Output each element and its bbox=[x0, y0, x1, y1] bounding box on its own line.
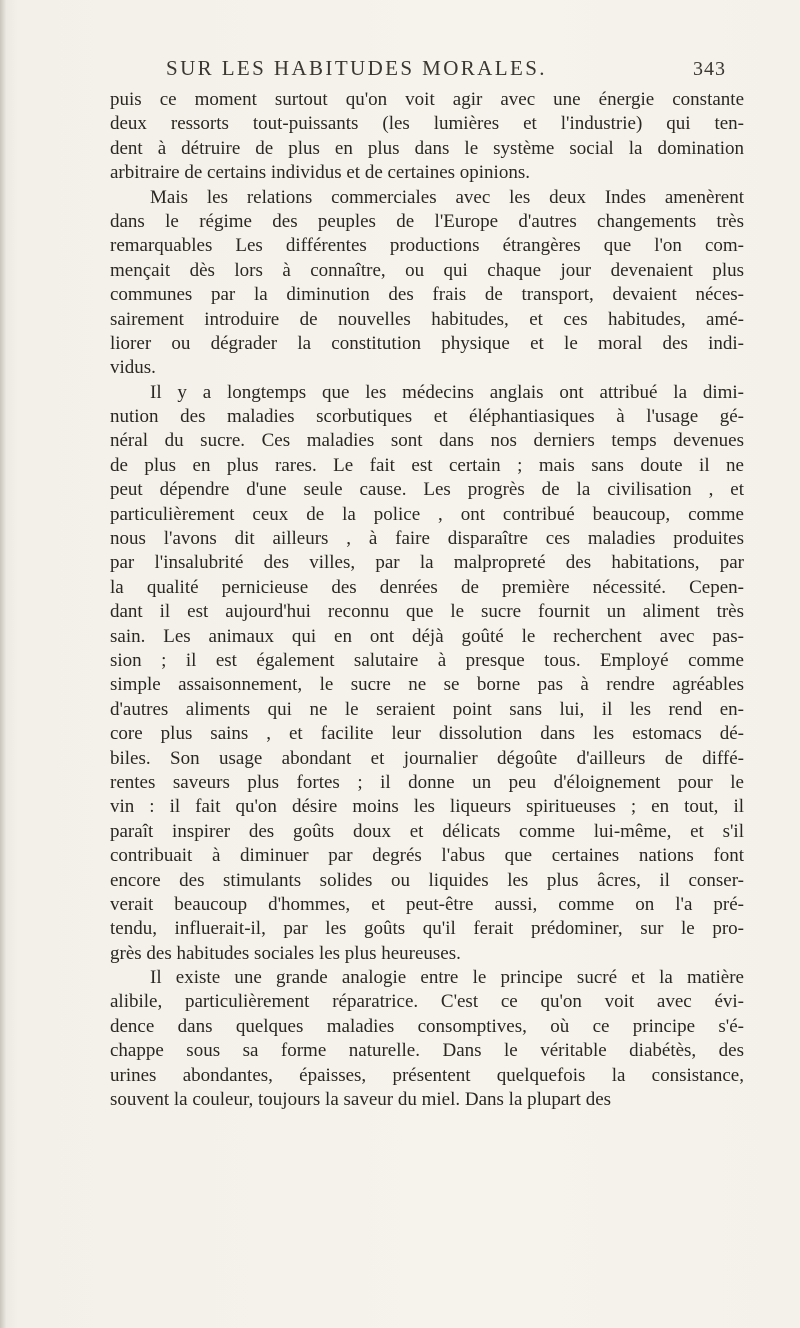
text-line: rentes saveurs plus fortes ; il donne un peu d'éloignement pour le bbox=[110, 771, 744, 793]
text-line: peut dépendre d'une seule cause. Les progrès de la civilisation , et bbox=[110, 479, 744, 501]
text-line: souvent la couleur, toujours la saveur du miel. Dans la plupart des bbox=[110, 1089, 612, 1111]
text-line: puis ce moment surtout qu'on voit agir avec une énergie constante bbox=[110, 89, 744, 110]
text-line: particulièrement ceux de la police , ont contribué beaucoup, comme bbox=[110, 503, 744, 525]
text-line: chappe sous sa forme naturelle. Dans le véritable diabétès, des bbox=[110, 1040, 744, 1062]
text-line: paraît inspirer des goûts doux et délicats comme lui-même, et s'il bbox=[110, 820, 744, 842]
text-line: d'autres aliments qui ne le seraient point sans lui, il les rend en- bbox=[110, 698, 744, 720]
text-line: Il y a longtemps que les médecins anglais ont attribué la dimi- bbox=[150, 381, 744, 403]
page-gutter bbox=[0, 0, 6, 1328]
text-line: deux ressorts tout-puissants (les lumières et l'industrie) qui ten- bbox=[110, 113, 744, 135]
text-line: tendu, influerait-il, par les goûts qu'il ferait prédominer, sur le pro- bbox=[110, 918, 744, 940]
text-line: la qualité pernicieuse des denrées de première nécessité. Cepen- bbox=[110, 576, 744, 598]
page-header bbox=[166, 56, 726, 86]
text-line: de plus en plus rares. Le fait est certain ; mais sans doute il ne bbox=[110, 454, 744, 476]
text-line: sain. Les animaux qui en ont déjà goûté le recherchent avec pas- bbox=[110, 625, 744, 647]
text-line: dans le régime des peuples de l'Europe d'autres changements très bbox=[110, 210, 744, 232]
paragraph bbox=[110, 186, 744, 381]
text-line: grès des habitudes sociales les plus heureuses. bbox=[110, 942, 461, 964]
paragraph bbox=[110, 966, 744, 1112]
text-line: mençait dès lors à connaître, ou qui chaque jour devenaient plus bbox=[110, 259, 744, 281]
paragraph bbox=[110, 88, 744, 186]
text-line: par l'insalubrité des villes, par la malpropreté des habitations, par bbox=[110, 552, 744, 574]
page-number: 343 bbox=[693, 58, 726, 80]
text-line: remarquables Les différentes productions étrangères que l'on com- bbox=[110, 235, 744, 257]
text-line: alibile, particulièrement réparatrice. C'est ce qu'on voit avec évi- bbox=[110, 991, 744, 1013]
text-line: liorer ou dégrader la constitution physique et le moral des indi- bbox=[110, 332, 744, 354]
text-line: nous l'avons dit ailleurs , à faire disparaître ces maladies produites bbox=[110, 528, 744, 550]
text-line: communes par la diminution des frais de transport, devaient néces- bbox=[110, 284, 744, 306]
text-line: sion ; il est également salutaire à presque tous. Employé comme bbox=[110, 649, 744, 671]
running-head: SUR LES HABITUDES MORALES. bbox=[166, 56, 547, 80]
text-line: encore des stimulants solides ou liquides les plus âcres, il conser- bbox=[110, 869, 744, 891]
text-line: dence dans quelques maladies consomptives, où ce principe s'é- bbox=[110, 1015, 744, 1037]
text-line: Il existe une grande analogie entre le principe sucré et la matière bbox=[150, 967, 744, 989]
paragraph bbox=[110, 381, 744, 966]
text-line: sairement introduire de nouvelles habitudes, et ces habitudes, amé- bbox=[110, 308, 744, 330]
text-line: arbitraire de certains individus et de certaines opinions. bbox=[110, 162, 530, 184]
text-line: simple assaisonnement, le sucre ne se borne pas à rendre agréables bbox=[110, 674, 744, 696]
text-line: contribuait à diminuer par degrés l'abus que certaines nations font bbox=[110, 845, 744, 867]
text-line: vidus. bbox=[110, 357, 156, 379]
text-line: Mais les relations commerciales avec les deux Indes amenèrent bbox=[150, 186, 744, 208]
text-line: néral du sucre. Ces maladies sont dans nos derniers temps devenues bbox=[110, 430, 744, 452]
text-line: verait beaucoup d'hommes, et peut-être aussi, comme on l'a pré- bbox=[110, 893, 744, 915]
text-line: biles. Son usage abondant et journalier dégoûte d'ailleurs de diffé- bbox=[110, 747, 744, 769]
body-text bbox=[110, 88, 744, 1112]
text-line: urines abondantes, épaisses, présentent quelquefois la consistance, bbox=[110, 1064, 744, 1086]
text-line: nution des maladies scorbutiques et éléphantiasiques à l'usage gé- bbox=[110, 406, 744, 428]
text-line: dant il est aujourd'hui reconnu que le sucre fournit un aliment très bbox=[110, 601, 744, 623]
text-line: core plus sains , et facilite leur dissolution dans les estomacs dé- bbox=[110, 723, 744, 745]
text-line: vin : il fait qu'on désire moins les liqueurs spiritueuses ; en tout, il bbox=[110, 796, 744, 818]
text-line: dent à détruire de plus en plus dans le système social la domination bbox=[110, 137, 744, 159]
